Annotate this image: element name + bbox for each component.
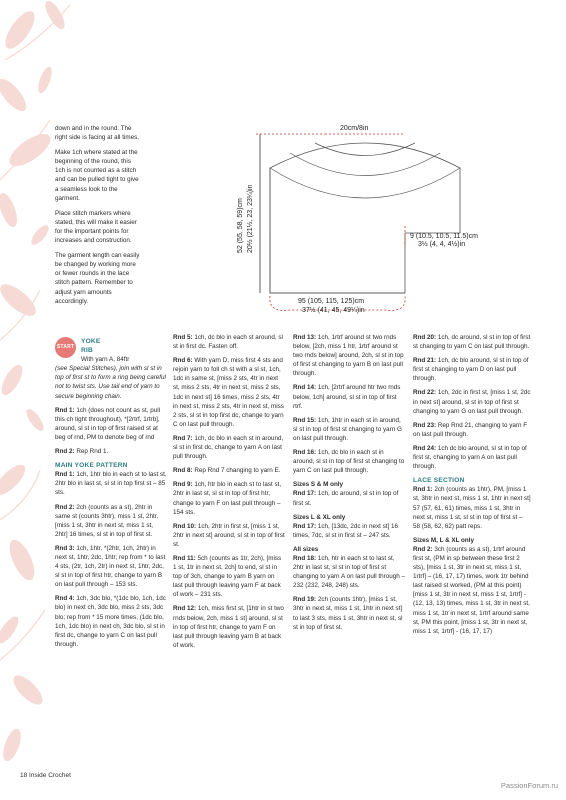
watermark: PassionForum.ru [500,781,558,790]
rnd19-label: Rnd 19: [293,596,317,604]
rnd24-label: Rnd 24: [413,444,437,452]
rib-rnd2-label: Rnd 2: [55,448,75,456]
magazine-name: Inside Crochet [29,772,71,779]
rnd16: 1ch, dc blo in each st in around, sl st in top of first st changing to yarn C on last pull through. [293,449,405,475]
rnd11-label: Rnd 11: [173,554,196,562]
rnd10-label: Rnd 10: [173,522,197,530]
rib-rnd1-label: Rnd 1: [55,406,75,414]
rnd12: 1ch, miss first st, [1htr in st two rnds below, 2ch, miss 1 st] around, sl st in top of first htr, change to yarn F on last pull through leaving yarn B at back of work. [173,605,284,649]
top-width-label: 20cm/8in [340,125,369,132]
sleeve-in-label: 3½ (4, 4, 4½)in [418,241,466,248]
rnd24: 1ch dc blo around, sl st in top of first st, changing to yarn A on last pull through. [413,444,527,471]
page-number: 18 [20,772,28,779]
sleeve-cm-label: 9 (10.5, 10.5, 11.5)cm [410,233,478,240]
main-yoke-heading: MAIN YOKE PATTERN [55,462,128,470]
rnd10: 1ch, 2htr in first st, [miss 1 st, 2htr in next st] around, sl st in top of first st. [173,522,285,548]
intro-text: down and in the round. The right side is facing at all times. [55,125,139,142]
yoke-rnd2: 2ch (counts as a st), 2htr in same st (counts 3htr), miss 1 st, 2htr, [miss 1 st, 3htr in next st, miss 1 st, 2htr] 16 times, sl st in top of first st. [55,503,159,538]
rnd22-label: Rnd 22: [413,389,437,397]
hem-in-label: 37½ (41, 45, 49¼)in [302,307,365,314]
lace-rnd2-label: Rnd 2: [413,545,433,553]
schematic-outline [270,143,460,293]
rnd23: Rep Rnd 21, changing to yarn F on last pull through. [413,421,528,438]
sizes-sm-heading: Sizes S & M only [293,481,344,489]
rnd21: 1ch, dc blo around, sl st in top of first st changing to yarn D on last pull through. [413,357,529,383]
column-4 [413,333,531,641]
rnd15-label: Rnd 15: [293,416,317,424]
yoke-rnd1-label: Rnd 1: [55,471,75,479]
rnd15: 1ch, 1htr in each st in around, sl st in top of first st changing to yarn G on last pull through. [293,416,402,442]
rnd17-lxl-label: Rnd 17: [293,522,317,530]
rnd5-label: Rnd 5: [173,334,193,341]
rnd8: Rep Rnd 7 changing to yarn E. [192,467,281,475]
rnd17-sm: 1ch, dc around, sl st in top of first st. [293,490,399,507]
rnd7: 1ch, dc blo in each st in around, sl st in first dc, change to yarn A on last pull through. [173,434,284,461]
rnd16-label: Rnd 16: [293,449,317,457]
rnd23-label: Rnd 23: [413,421,437,429]
yoke-heading: YOKE [81,338,101,345]
sizes-lxl-heading: Sizes L & XL only [293,513,346,521]
yoke-rnd3: 1ch, 1htr, *(2htr, 1ch, 2htr) in next st, 1htr, 2dc, 1htr; rep from * to last 4 sts, (2tr, 1ch, 2tr) in next st, 1htr, 2dc, sl st in top of first htr, change to yarn B on last pull through – 153 sts. [55,544,166,589]
rib-rnd1: 1ch (does not count as st, pull this ch tight throughout), *[2rtrf, 1rtrb], around, sl st in top of first raised st at beg of rnd, PM to denote beg of rnd [55,406,161,441]
length-cm-label: 52 (55, 58, 59)cm [237,198,244,253]
rnd13-label: Rnd 13: [293,334,317,341]
rnd9: 1ch, htr blo in each st to last st, 2htr in last st, sl st in top of first htr, change to yarn F on last pull through – 154 sts. [173,481,282,516]
rnd18-label: Rnd 18: [293,554,317,562]
rnd19: 2ch (counts 1htr), [miss 1 st, 3htr in next st, miss 1 st, 1htr in next st] to last 3 sts, miss 1 st, 3htr in next st, sl st in top of first st. [293,596,403,631]
hem-cm-label: 95 (105, 115, 125)cm [298,298,365,305]
page-footer [20,772,71,779]
length-in-label: 20½ (21½, 23, 23¼)in [247,184,254,253]
rib-heading: RIB [81,347,93,355]
column-1-yoke [55,337,167,654]
rnd22: 1ch, 2dc in first st, [miss 1 st, 2dc in next st] around, sl st in top of first st changing to yarn G on last pull through. [413,389,531,415]
rib-rnd2: Rep Rnd 1. [74,448,109,456]
column-2 [173,333,285,655]
yoke-rnd4: 1ch, 3dc blo, *(1dc blo, 1ch, 1dc blo) in next ch, 3dc blo, miss 2 sts, 3dc blo; rep from * 15 more times, (1dc blo, 1ch, 1dc blo) in next ch, 3dc blo, sl st in first dc, change to yarn C on last pull through. [55,595,166,648]
rnd20: 1ch, dc around, sl st in top of first st changing to yarn C on last pull through. [413,334,531,351]
rnd9-label: Rnd 9: [173,481,193,489]
lace-rnd1: 2ch (counts as 1htr), PM, [miss 1 st, 3htr in next st, miss 1 st, 1htr in next st] 57 (57, 61, 61) times, miss 1 st, 3htr in next st, miss 1 st, sl st in top of first st – 58 (58, 62, 62) patt reps. [413,486,531,530]
yarn-instructions: (see Special Stitches), join with sl st in top of first st to form a ring being careful not to twist sts. Use tail end of yarn to secure beginning chain. [55,365,166,400]
column-3 [293,333,406,637]
rnd11: 5ch (counts as 1tr, 2ch), [miss 1 st, 1tr in next st, 2ch] to end, sl st in top of 3ch, change to yarn B yarn on last pull through leaving yarn F at back of work – 231 sts. [173,554,282,599]
tip-length: The garment length can easily be changed by working more or fewer rounds in the lace stitch pattern. Remember to adjust yarn amounts accordingly. [55,252,140,305]
rnd6-label: Rnd 6: [173,357,193,365]
yoke-rnd4-label: Rnd 4: [55,595,75,603]
start-heading [55,337,167,364]
rnd12-label: Rnd 12: [173,605,197,613]
all-sizes-heading: All sizes [293,545,319,553]
rnd14-label: Rnd 14: [293,384,317,392]
lace-rnd2: 3ch (counts as a st), 1rtrf around first st, (PM in sp between these first 2 sts), [miss 1 st, 3tr in next st, miss 1 st, 1rtrf] – (16, 17, 17) times, work 1tr behind last raised st worked, (PM at this point) [miss 1 st, 3tr in next st, miss 1 st, 1rtrf] - (12, 13, 13) times, miss 1 st, 3tr in next st, miss 1 st, 1tr in next st, 1rtrf around same st, PM this point, [miss 1 st, 3tr in next st, miss 1 st, 1rtrf] - (16, 17, 17) [413,545,530,635]
garment-schematic [190,118,560,318]
tip-markers: Place stitch markers where stated, this will make it easier for the important points for increases and construction. [55,209,137,245]
lace-rnd1-label: Rnd 1: [413,486,433,494]
rnd6: With yarn D, miss first 4 sts and rejoin yarn to foll ch st with a sl st, 1ch, 1dc in same st, [miss 2 sts, 4tr in next st, miss 2 sts, 4tr in next st, miss 2 sts, 1dc in next st] 16 times, miss 2 sts, 4tr in next st, miss 2 sts, 4tr in next st, miss 2 sts, sl st in top first dc, change to yarn C on last pull through. [173,357,284,428]
rnd7-label: Rnd 7: [173,434,193,442]
yoke-rnd2-label: Rnd 2: [55,503,75,511]
start-badge: START [55,337,76,358]
yoke-rnd3-label: Rnd 3: [55,544,75,552]
rnd14: 1ch, [2rtrf around htr two rnds below, 1ch] around, sl st in top of first rtrf. [293,384,401,410]
rnd5: 1ch, dc blo in each st around, sl st in first dc. Fasten off. [173,334,283,351]
sizes-mlxl-heading: Sizes M, L & XL only [413,536,475,544]
column-1-notes [55,124,141,312]
rnd18: 1ch, htr in each st to last st, 2htr in last st, sl st in top of first st changing to yarn A on last pull through – 232 (232, 248, 248) sts. [293,554,406,590]
rnd17-lxl: 1ch, [13dc, 2dc in next st] 16 times, 7dc, sl st in first st – 247 sts. [293,522,399,539]
lace-section-heading: LACE SECTION [413,477,465,485]
yarn-intro: With yarn A, 84ftr [81,356,130,364]
rnd20-label: Rnd 20: [413,334,437,341]
rnd13: 1ch, 1rtrf around st two rnds below, [2ch, miss 1 htr, 1rtrf around st two rnds below] around, 2ch, sl st in top of first st changing to yarn B on last pull through. [293,334,404,378]
rnd21-label: Rnd 21: [413,357,437,365]
yoke-rnd1: 1ch, 1htr blo in each st to last st, 2htr blo in last st, sl st in top first st – 85 sts. [55,471,167,497]
rnd8-label: Rnd 8: [173,467,193,475]
tip-chain: Make 1ch where stated at the beginning of the round, this 1ch is not counted as a stitch and can be pulled tight to give a seamless look to the garment. [55,149,139,202]
rnd17-sm-label: Rnd 17: [293,490,317,498]
